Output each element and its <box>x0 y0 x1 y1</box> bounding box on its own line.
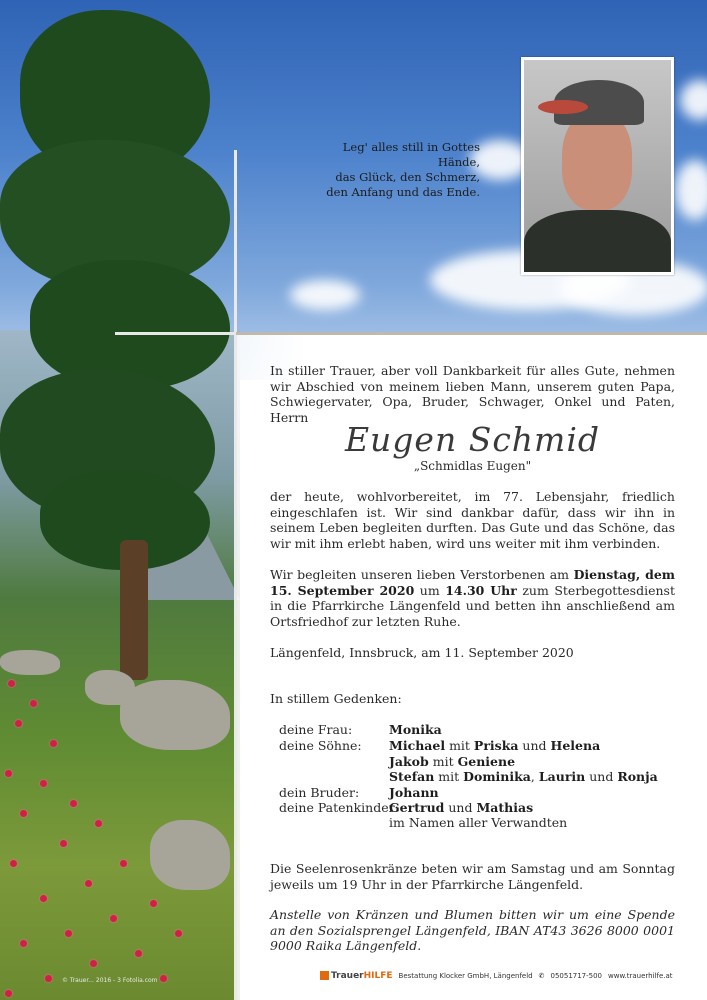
family-value: Michael mit Priska und Helena <box>389 738 601 753</box>
family-label: deine Söhne: <box>279 738 362 753</box>
phone-icon: ✆ <box>538 972 545 980</box>
portrait-cap-brim <box>538 100 588 114</box>
life-paragraph: der heute, wohlvorbereitet, im 77. Lebensjahr, friedlich eingeschlafen ist. Wir sind dankbar dafür, dass wir ihn in seinem Leben begleiten durften. Das Gute und das Schöne, das wir mit ihm erlebt haben, wird uns weiter mit ihm verbinden. <box>270 489 675 551</box>
divider-line <box>236 332 707 335</box>
cloud <box>290 280 360 310</box>
intro-text: In stiller Trauer, aber voll Dankbarkeit für alles Gute, nehmen wir Abschied von meinem lieben Mann, unserem guten Papa, Schwiegervater, Opa, Bruder, Schwager, Onkel und Paten, Herrn <box>270 363 675 425</box>
funeral-time: 14.30 Uhr <box>445 582 517 598</box>
family-label: deine Patenkinder: <box>279 800 399 815</box>
cross-vertical <box>234 150 237 1000</box>
rock <box>85 670 135 705</box>
family-label: dein Bruder: <box>279 785 360 800</box>
tree-trunk <box>120 540 148 680</box>
funeral-text: Wir begleiten unseren lieben Verstorbenen am <box>270 567 574 582</box>
portrait-frame <box>521 57 674 275</box>
funeral-text: um <box>414 582 446 598</box>
donation-text: Anstelle von Kränzen und Blumen bitten wir um eine Spende an den Sozialsprengel Längenfeld, IBAN AT43 3626 8000 0001 9000 Raika Längenfeld. <box>270 907 675 953</box>
family-value: im Namen aller Verwandten <box>389 815 568 830</box>
quote-line: Leg' alles still in Gottes Hände, <box>342 140 480 169</box>
footer-web-link[interactable]: www.trauerhilfe.at <box>608 972 673 980</box>
rosary-text: Die Seelenrosenkränze beten wir am Samstag und am Sonntag jeweils um 19 Uhr in der Pfarrkirche Längenfeld. <box>270 861 675 892</box>
cloud <box>675 160 707 220</box>
photo-credit: © Trauer... 2016 - 3 Fotolia.com <box>62 977 158 984</box>
portrait-body <box>524 210 671 272</box>
deceased-nickname: „Schmidlas Eugen" <box>413 459 532 473</box>
family-value: Gertrud und Mathias <box>389 800 534 815</box>
portrait-face <box>562 110 632 210</box>
funeral-paragraph <box>270 567 675 629</box>
memory-heading: In stillem Gedenken: <box>270 691 402 706</box>
footer <box>320 969 673 983</box>
footer-company: Bestattung Klocker GmbH, Längenfeld <box>398 972 533 980</box>
quote-line: den Anfang und das Ende. <box>326 185 480 199</box>
footer-phone: 05051717-500 <box>550 972 603 980</box>
family-label: deine Frau: <box>279 722 353 737</box>
family-value: Johann <box>389 785 439 800</box>
funeral-text: zum Sterbegottesdienst in die Pfarrkirche Längenfeld und betten ihn anschließend am Ortsfriedhof zur letzten Ruhe. <box>270 582 675 629</box>
place-date: Längenfeld, Innsbruck, am 11. September 2020 <box>270 645 574 660</box>
poem-quote <box>300 140 480 200</box>
family-value: Monika <box>389 722 442 737</box>
deceased-name: Eugen Schmid <box>344 420 601 459</box>
quote-line: das Glück, den Schmerz, <box>335 170 480 184</box>
family-value: Jakob mit Geniene <box>389 754 516 769</box>
rock <box>120 680 230 750</box>
rock <box>150 820 230 890</box>
logo-icon <box>320 971 329 980</box>
portrait-photo <box>524 60 671 272</box>
funeral-date: Dienstag, dem 15. September 2020 <box>270 567 676 598</box>
tree-crown <box>30 260 230 390</box>
rock <box>0 650 60 675</box>
family-value: Stefan mit Dominika, Laurin und Ronja <box>389 769 658 784</box>
trauerhilfe-logo: TrauerHILFE <box>320 971 393 981</box>
